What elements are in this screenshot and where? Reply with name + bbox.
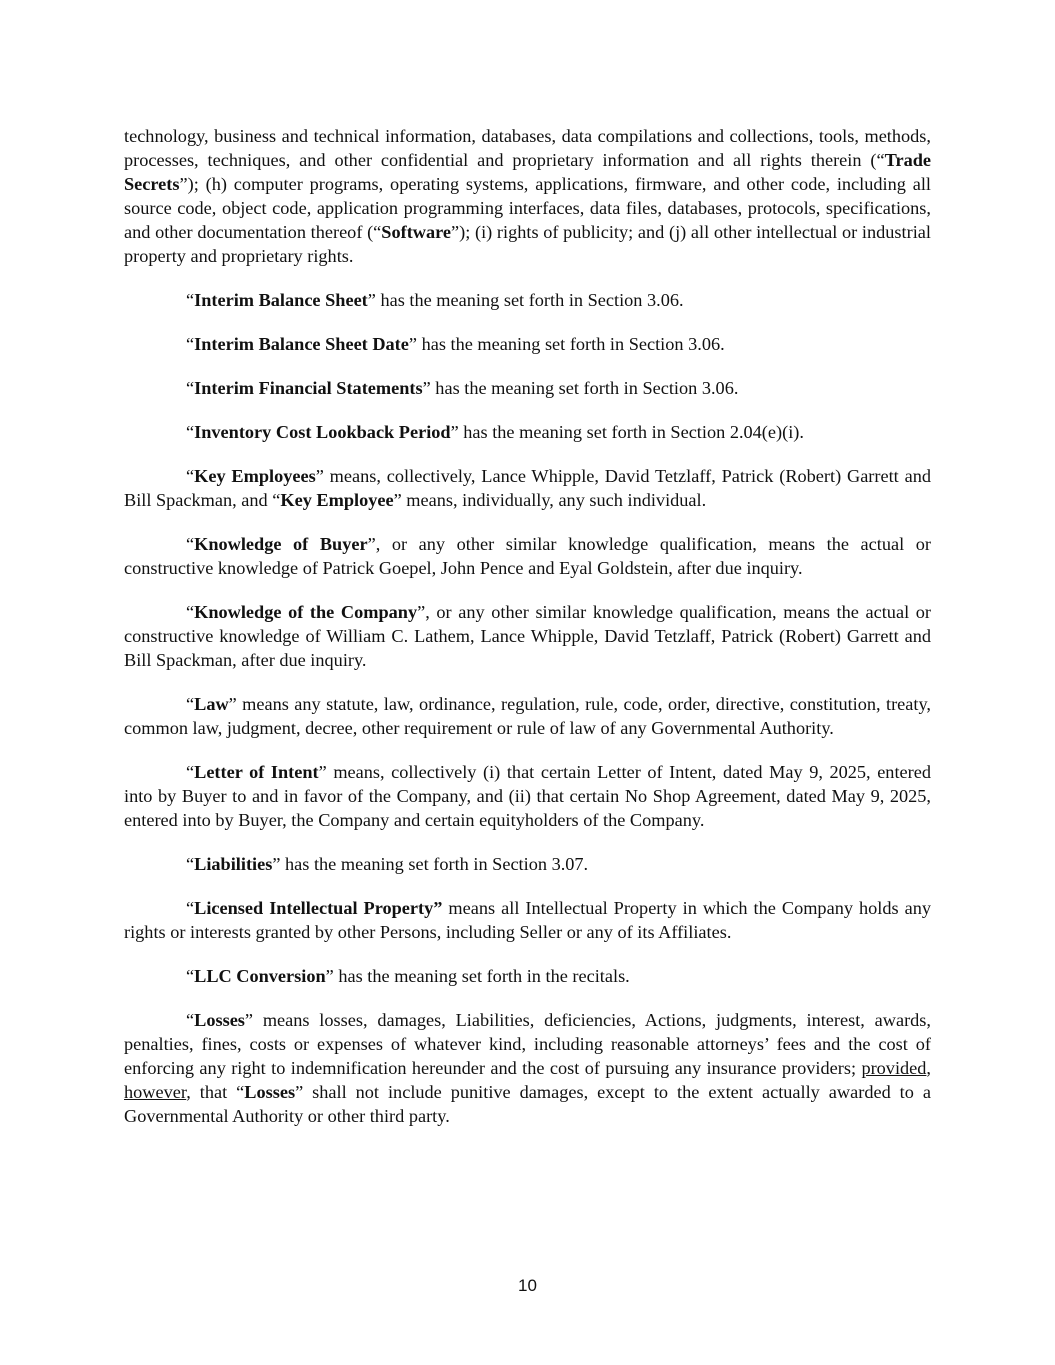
defined-term: Inventory Cost Lookback Period [194, 422, 451, 442]
defined-term: Interim Balance Sheet [194, 290, 368, 310]
definition-interim-financial-statements: “Interim Financial Statements” has the meaning set forth in Section 3.06. [186, 378, 739, 398]
definition-letter-of-intent: “Letter of Intent” means, collectively (i) that certain Letter of Intent, dated May 9, 2025, entered into by Buyer to and in favor of the Company, and (ii) that certain No Shop Agreement, dated May 9, 2025, entered into by Buyer, the Company and certain equityholders of the Company. [124, 762, 931, 830]
underlined-however: however [124, 1082, 187, 1102]
definition-knowledge-of-buyer: “Knowledge of Buyer”, or any other similar knowledge qualification, means the actual or constructive knowledge of Patrick Goepel, John Pence and Eyal Goldstein, after due inquiry. [124, 534, 931, 578]
defined-term-trade-secrets: Trade Secrets [124, 150, 931, 194]
defined-term: Letter of Intent [194, 762, 319, 782]
definition-losses: “Losses” means losses, damages, Liabilities, deficiencies, Actions, judgments, interest, awards, penalties, fines, costs or expenses of whatever kind, including reasonable attorneys’ fees and the cost of enforcing any right to indemnification hereunder and the cost of pursuing any insurance providers; provided, however, that “Losses” shall not include punitive damages, except to the extent actually awarded to a Governmental Authority or other third party. [124, 1010, 931, 1126]
definition-inventory-cost-lookback-period: “Inventory Cost Lookback Period” has the meaning set forth in Section 2.04(e)(i). [186, 422, 804, 442]
defined-term: Knowledge of the Company [194, 602, 418, 622]
definition-licensed-intellectual-property: “Licensed Intellectual Property” means all Intellectual Property in which the Company holds any rights or interests granted by other Persons, including Seller or any of its Affiliates. [124, 898, 931, 942]
defined-term: Law [194, 694, 229, 714]
definition-key-employees: “Key Employees” means, collectively, Lance Whipple, David Tetzlaff, Patrick (Robert) Garrett and Bill Spackman, and “Key Employee” means, individually, any such individual. [124, 466, 931, 510]
defined-term: Liabilities [194, 854, 273, 874]
defined-term: Interim Financial Statements [194, 378, 423, 398]
paragraph-ip-continued: technology, business and technical information, databases, data compilations and collections, tools, methods, processes, techniques, and other confidential and proprietary information and all rights therein (“Trade Secrets”); (h) computer programs, operating systems, applications, firmware, and other code, including all source code, object code, application programming interfaces, data files, databases, protocols, specifications, and other documentation thereof (“Software”); (i) rights of publicity; and (j) all other intellectual or industrial property and proprietary rights. [124, 126, 931, 266]
defined-term: LLC Conversion [194, 966, 326, 986]
defined-term: Key Employees [194, 466, 316, 486]
defined-term: Licensed Intellectual Property” [194, 898, 443, 918]
defined-term: Key Employee [280, 490, 394, 510]
underlined-provided: provided [861, 1058, 927, 1078]
definition-liabilities: “Liabilities” has the meaning set forth in Section 3.07. [186, 854, 589, 874]
defined-term: Losses [244, 1082, 296, 1102]
defined-term: Knowledge of Buyer [194, 534, 368, 554]
definition-llc-conversion: “LLC Conversion” has the meaning set forth in the recitals. [186, 966, 630, 986]
definition-interim-balance-sheet-date: “Interim Balance Sheet Date” has the meaning set forth in Section 3.06. [186, 334, 725, 354]
defined-term: Losses [194, 1010, 245, 1030]
defined-term-software: Software [381, 222, 452, 242]
definition-knowledge-of-company: “Knowledge of the Company”, or any other similar knowledge qualification, means the actual or constructive knowledge of William C. Lathem, Lance Whipple, David Tetzlaff, Patrick (Robert) Garrett and Bill Spackman, after due inquiry. [124, 602, 931, 670]
page-number: 10 [518, 1276, 537, 1295]
defined-term: Interim Balance Sheet Date [194, 334, 409, 354]
definition-law: “Law” means any statute, law, ordinance, regulation, rule, code, order, directive, constitution, treaty, common law, judgment, decree, other requirement or rule of law of any Governmental Authority. [124, 694, 931, 738]
definition-interim-balance-sheet: “Interim Balance Sheet” has the meaning set forth in Section 3.06. [186, 290, 684, 310]
document-body [124, 124, 931, 1148]
